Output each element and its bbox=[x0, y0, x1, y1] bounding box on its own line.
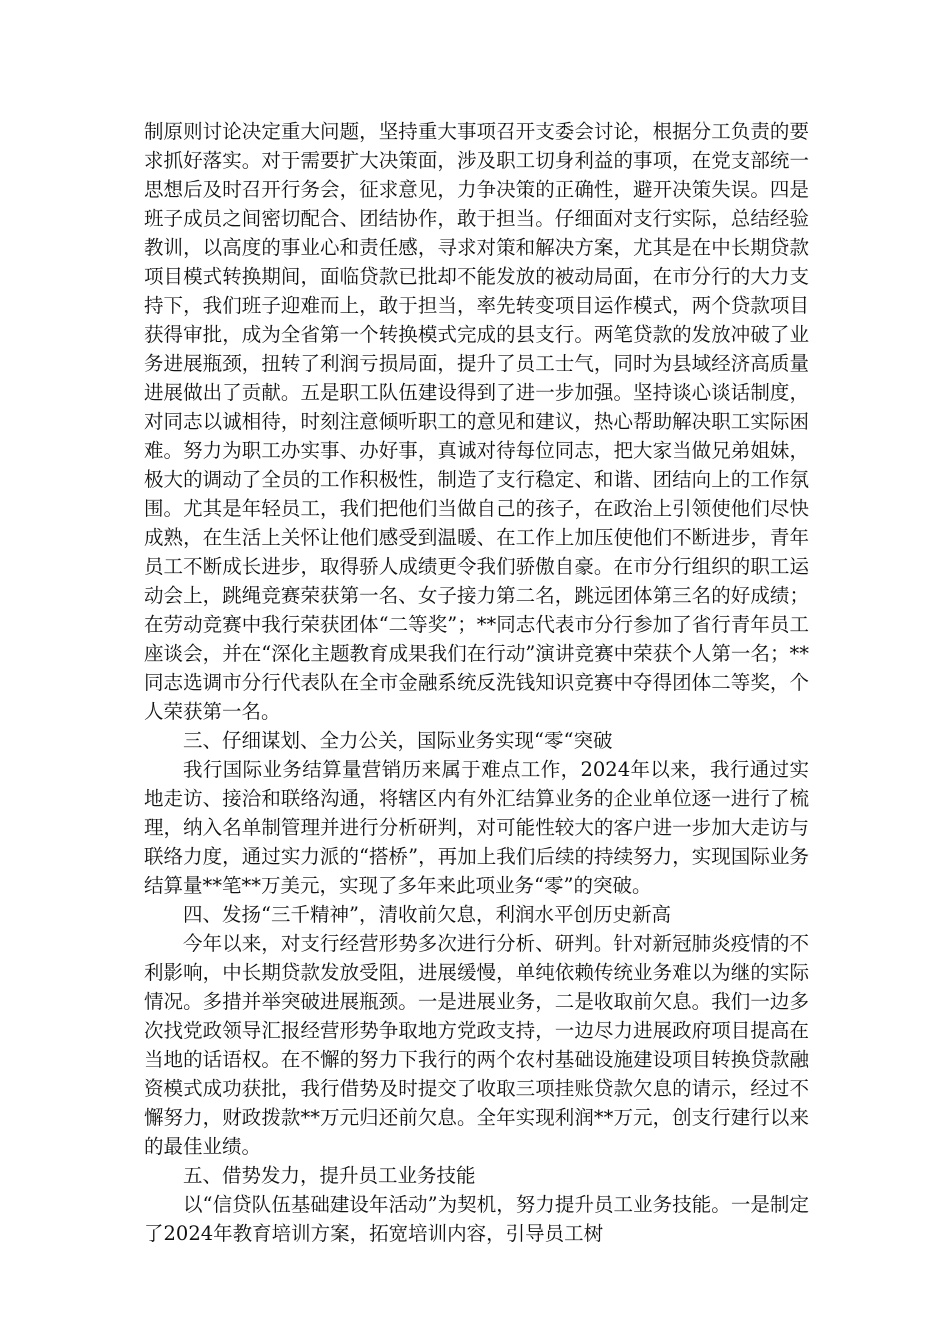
heading-international-business: 三、仔细谋划、全力公关，国际业务实现“零“突破 bbox=[183, 729, 613, 752]
paragraph-team-building: 制原则讨论决定重大问题，坚持重大事项召开支委会讨论，根据分工负责的要求抓好落实。对于需要扩大决策面，涉及职工切身利益的事项，在党支部统一思想后及时召开行务会，征求意见，力争决策的正确性，避开决策失误。四是班子成员之间密切配合、团结协作，敢于担当。仔细面对支行实际，总结经验教训，以高度的事业心和责任感，寻求对策和解决方案，尤其是在中长期贷款项目模式转换期间，面临贷款已批却不能发放的被动局面，在市分行的大力支持下，我们班子迎难而上，敢于担当，率先转变项目运作模式，两个贷款项目获得审批，成为全省第一个转换模式完成的县支行。两笔贷款的发放冲破了业务进展瓶颈，扭转了利润亏损局面，提升了员工士气，同时为县域经济高质量进展做出了贡献。五是职工队伍建设得到了进一步加强。坚持谈心谈话制度，对同志以诚相待，时刻注意倾听职工的意见和建议，热心帮助解决职工实际困难。努力为职工办实事、办好事，真诚对待每位同志，把大家当做兄弟姐妹，极大的调动了全员的工作积极性，制造了支行稳定、和谐、团结向上的工作氛围。尤其是年轻员工，我们把他们当做自己的孩子，在政治上引领使他们尽快成熟，在生活上关怀让他们感受到温暖、在工作上加压使他们不断进步，青年员工不断成长进步，取得骄人成绩更令我们骄傲自豪。在市分行组织的职工运动会上，跳绳竞赛荣获第一名、女子接力第二名，跳远团体第三名的好成绩；在劳动竞赛中我行荣获团体“二等奖”；**同志代表市分行参加了省行青年员工座谈会，并在“深化主题教育成果我们在行动”演讲竞赛中荣获个人第一名；**同志选调市分行代表队在全市金融系统反洗钱知识竞赛中夺得团体二等奖，个人荣获第一名。 bbox=[144, 120, 809, 723]
document-body bbox=[144, 117, 809, 1248]
paragraph-international-business: 我行国际业务结算量营销历来属于难点工作，2024年以来，我行通过实地走访、接洽和联络沟通，将辖区内有外汇结算业务的企业单位逐一进行了梳理，纳入名单制管理并进行分析研判，对可能性较大的客户进一步加大走访与联络力度，通过实力派的“搭桥”，再加上我们后续的持续努力，实现国际业务结算量**笔**万美元，实现了多年来此项业务“零”的突破。 bbox=[144, 758, 809, 897]
paragraph-skills: 以“信贷队伍基础建设年活动”为契机，努力提升员工业务技能。一是制定了2024年教育培训方案，拓宽培训内容，引导员工树 bbox=[144, 1193, 809, 1245]
heading-skills: 五、借势发力，提升员工业务技能 bbox=[183, 1164, 476, 1187]
paragraph-profit: 今年以来，对支行经营形势多次进行分析、研判。针对新冠肺炎疫情的不利影响，中长期贷款发放受阻，进展缓慢，单纯依赖传统业务难以为继的实际情况。多措并举突破进展瓶颈。一是进展业务，二是收取前欠息。我们一边多次找党政领导汇报经营形势争取地方党政支持，一边尽力进展政府项目提高在当地的话语权。在不懈的努力下我行的两个农村基础设施建设项目转换贷款融资模式成功获批，我行借势及时提交了收取三项挂账贷款欠息的请示，经过不懈努力，财政拨款**万元归还前欠息。全年实现利润**万元，创支行建行以来的最佳业绩。 bbox=[144, 932, 809, 1158]
heading-profit: 四、发扬“三千精神”，清收前欠息，利润水平创历史新高 bbox=[183, 903, 671, 926]
